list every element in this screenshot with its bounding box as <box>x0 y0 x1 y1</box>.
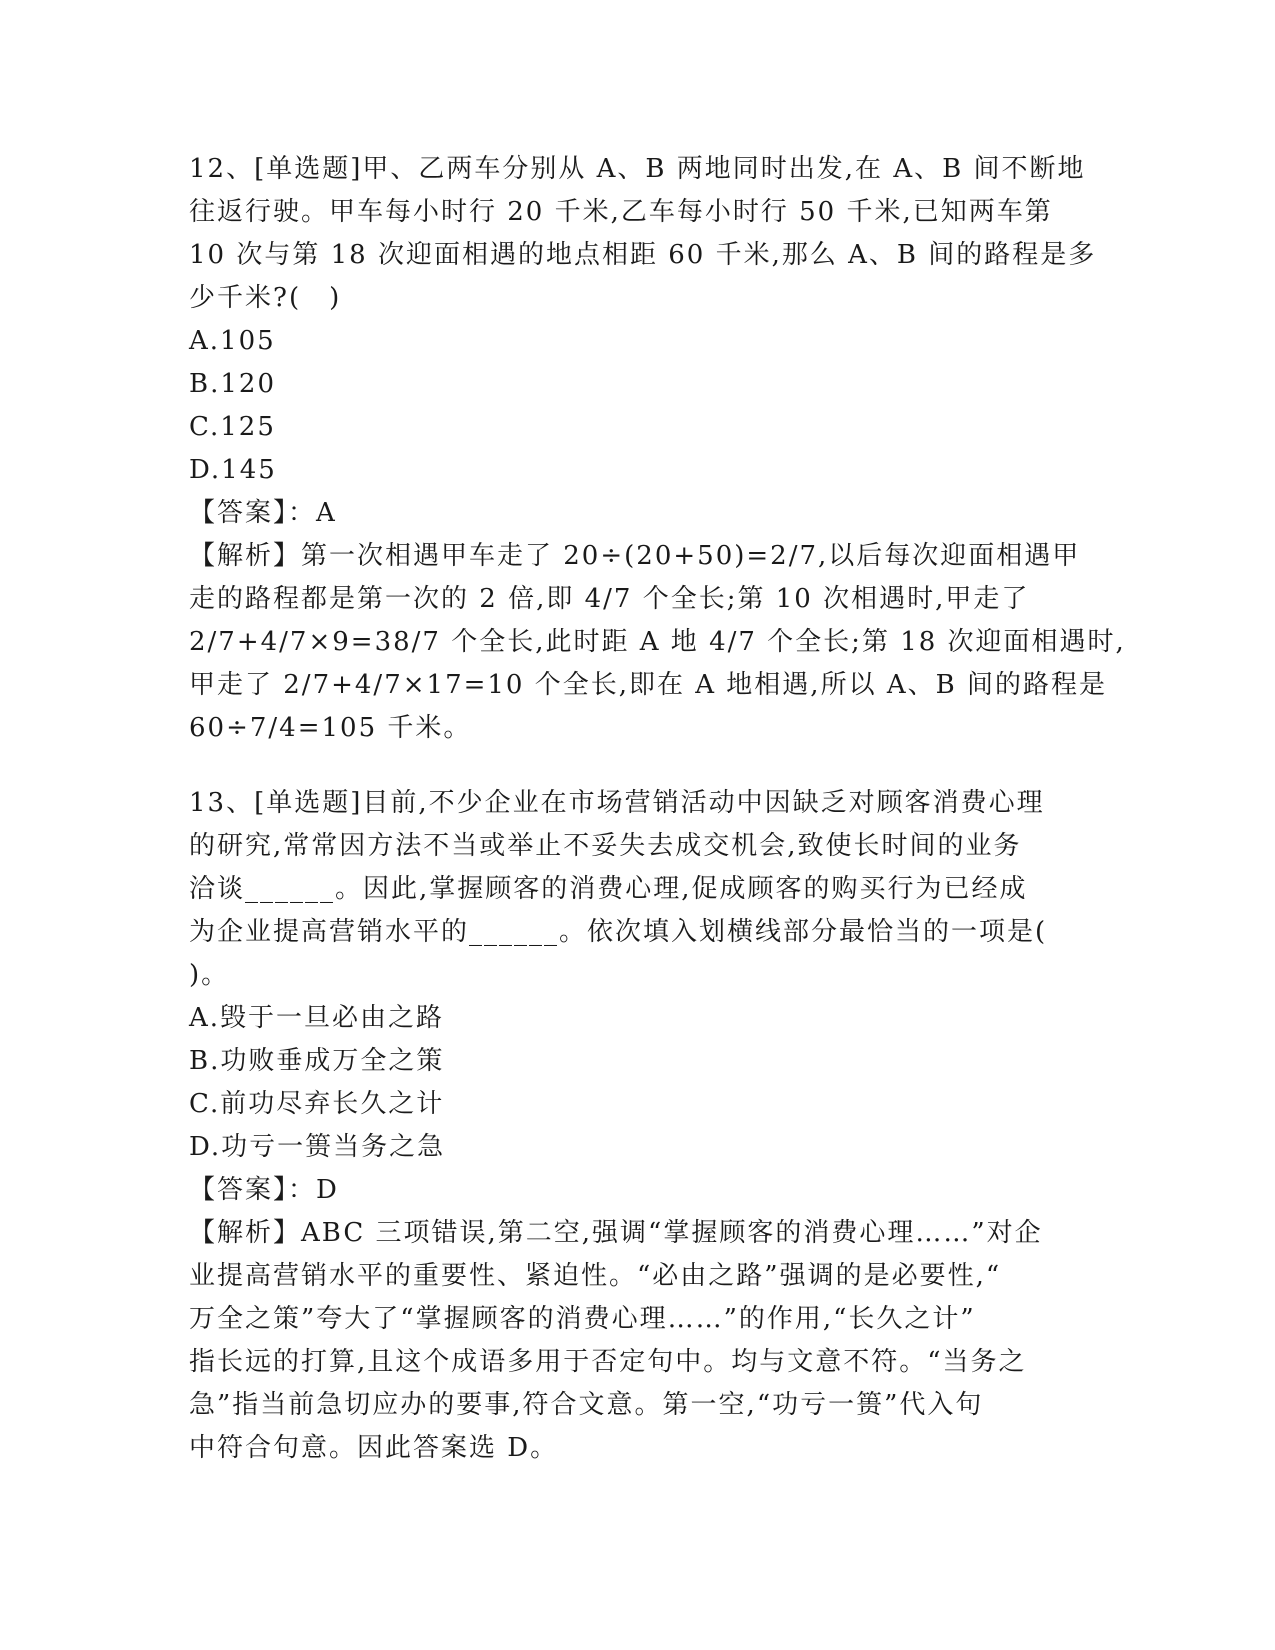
stem-line: 为企业提高营销水平的______。依次填入划横线部分最恰当的一项是( <box>189 917 1048 947</box>
analysis-block <box>189 1212 1089 1470</box>
analysis-line: 中符合句意。因此答案选 D。 <box>189 1433 559 1463</box>
stem-line: 的研究,常常因方法不当或举止不妥失去成交机会,致使长时间的业务 <box>189 831 1022 861</box>
option-d: D.功亏一篑当务之急 <box>189 1132 446 1162</box>
analysis-line: 【解析】第一次相遇甲车走了 20÷(20+50)=2/7,以后每次迎面相遇甲 <box>189 541 1081 571</box>
options-list <box>189 320 1089 492</box>
analysis-block <box>189 535 1126 750</box>
stem-line: 往返行驶。甲车每小时行 20 千米,乙车每小时行 50 千米,已知两车第 <box>189 197 1053 227</box>
question-stem <box>189 148 1097 320</box>
stem-line: 洽谈______。因此,掌握顾客的消费心理,促成顾客的购买行为已经成 <box>189 874 1028 904</box>
stem-line: )。 <box>189 960 230 990</box>
stem-line: 10 次与第 18 次迎面相遇的地点相距 60 千米,那么 A、B 间的路程是多 <box>189 240 1097 270</box>
question-separator <box>189 750 1089 782</box>
option-c: C.前功尽弃长久之计 <box>189 1089 445 1119</box>
analysis-line: 2/7+4/7×9=38/7 个全长,此时距 A 地 4/7 个全长;第 18 次迎面相遇时, <box>189 627 1126 657</box>
option-c: C.125 <box>189 412 276 442</box>
option-b: B.120 <box>189 369 276 399</box>
option-a: A.毁于一旦必由之路 <box>189 1003 445 1033</box>
stem-line: 少千米?( ) <box>189 283 342 313</box>
analysis-line: 60÷7/4=105 千米。 <box>189 713 472 743</box>
analysis-line: 走的路程都是第一次的 2 倍,即 4/7 个全长;第 10 次相遇时,甲走了 <box>189 584 1030 614</box>
answer-line: 【答案】：A <box>189 498 337 528</box>
options-list <box>189 997 1089 1169</box>
analysis-line: 指长远的打算,且这个成语多用于否定句中。均与文意不符。“当务之 <box>189 1347 1027 1377</box>
document-page <box>189 148 1126 1470</box>
stem-line: 12、[单选题]甲、乙两车分别从 A、B 两地同时出发,在 A、B 间不断地 <box>189 154 1086 184</box>
analysis-line: 业提高营销水平的重要性、紧迫性。“必由之路”强调的是必要性,“ <box>189 1261 1002 1291</box>
answer-line: 【答案】：D <box>189 1175 339 1205</box>
question-stem <box>189 782 1089 997</box>
option-a: A.105 <box>189 326 276 356</box>
question-13 <box>189 782 1089 1470</box>
question-12 <box>189 148 1126 750</box>
analysis-line: 急”指当前急切应办的要事,符合文意。第一空,“功亏一篑”代入句 <box>189 1390 984 1420</box>
option-b: B.功败垂成万全之策 <box>189 1046 445 1076</box>
analysis-line: 万全之策”夸大了“掌握顾客的消费心理……”的作用,“长久之计” <box>189 1304 976 1334</box>
analysis-line: 甲走了 2/7+4/7×17=10 个全长,即在 A 地相遇,所以 A、B 间的路程是 <box>189 670 1107 700</box>
analysis-line: 【解析】ABC 三项错误,第二空,强调“掌握顾客的消费心理……”对企 <box>189 1218 1043 1248</box>
stem-line: 13、[单选题]目前,不少企业在市场营销活动中因缺乏对顾客消费心理 <box>189 788 1045 818</box>
option-d: D.145 <box>189 455 277 485</box>
